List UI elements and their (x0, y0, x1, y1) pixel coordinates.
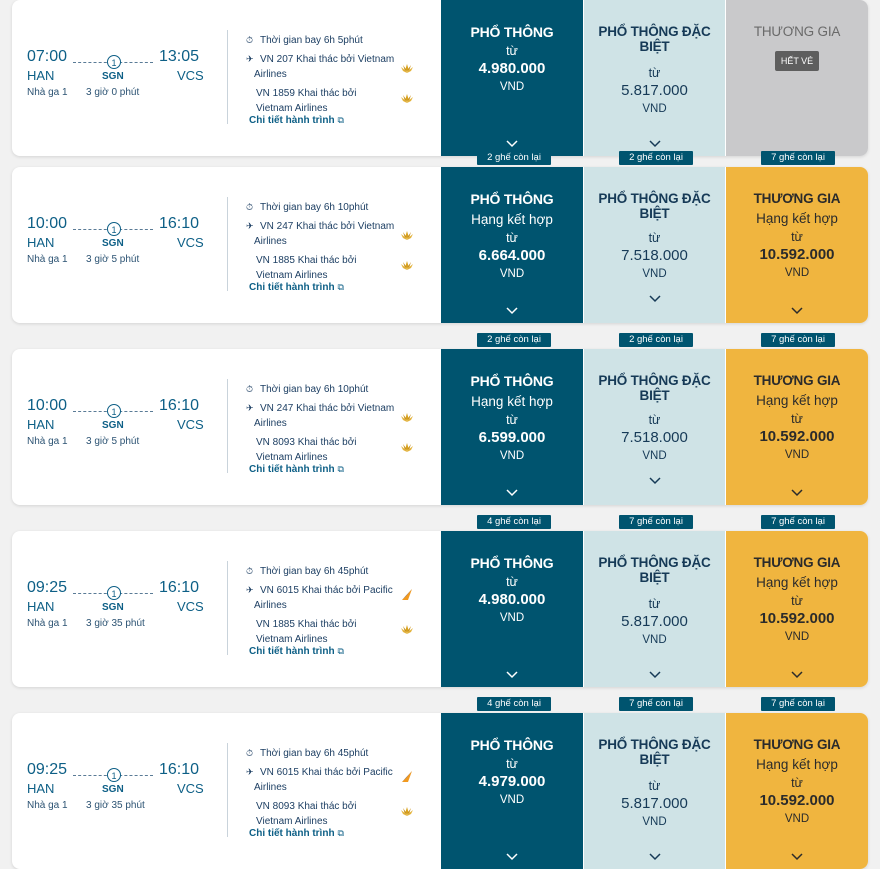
business-fare-name: THƯƠNG GIA (753, 373, 841, 388)
segment-1-line-1: VN 6015 Khai thác bởi Pacific (260, 767, 393, 778)
segment-2-line-1: VN 1885 Khai thác bởi (256, 255, 357, 266)
departure-time: 09:25 (27, 579, 68, 596)
economy-fare-name: PHỔ THÔNG (470, 555, 554, 571)
business-seats-left-badge: 7 ghế còn lại (761, 515, 835, 529)
economy-combo-label: Hạng kết hợp (471, 394, 553, 409)
premium-from-label: từ (648, 779, 661, 793)
segment-2 (256, 617, 357, 647)
premium-from-label: từ (648, 413, 661, 427)
plane-icon: ✈ (246, 403, 254, 413)
chevron-down-icon[interactable] (584, 477, 725, 485)
segment-1-line-2: Airlines (254, 782, 287, 793)
itinerary-details-text: Chi tiết hành trình (249, 828, 335, 839)
flight-card (12, 0, 868, 156)
business-fare-name: THƯƠNG GIA (753, 24, 841, 39)
premium-economy-fare[interactable] (584, 167, 725, 323)
flight-duration-text: Thời gian bay 6h 10phút (260, 202, 369, 213)
plane-icon: ✈ (246, 585, 254, 595)
economy-fare[interactable] (441, 349, 583, 505)
business-fare (726, 0, 868, 156)
stopover-airport: SGN (102, 420, 124, 431)
flight-card-body (12, 349, 868, 505)
itinerary-details-link[interactable] (249, 646, 344, 657)
premium-fare-name: PHỔ THÔNG ĐẶC BIỆT (598, 24, 711, 54)
chevron-down-icon[interactable] (584, 671, 725, 679)
economy-seats-left-badge: 2 ghế còn lại (477, 151, 551, 165)
segment-1-line-2: Airlines (254, 236, 287, 247)
terminal-label: Nhà ga 1 (27, 800, 68, 811)
plane-icon: ✈ (246, 54, 254, 64)
business-from-label: từ (791, 776, 803, 790)
flight-duration (246, 564, 368, 579)
stop-count-badge: 1 (107, 586, 121, 600)
flight-card (12, 334, 868, 505)
economy-currency: VND (499, 612, 525, 624)
flight-duration-text: Thời gian bay 6h 45phút (260, 748, 369, 759)
economy-currency: VND (499, 794, 525, 806)
flight-card-body (12, 713, 868, 869)
business-combo-label: Hạng kết hợp (756, 757, 838, 772)
flight-duration (246, 33, 363, 48)
premium-seats-left-badge: 2 ghế còn lại (619, 333, 693, 347)
economy-currency: VND (499, 268, 525, 280)
business-fare-name: THƯƠNG GIA (753, 191, 841, 206)
chevron-down-icon[interactable] (584, 140, 725, 148)
chevron-down-icon[interactable] (441, 671, 583, 679)
segment-1-line-1: VN 6015 Khai thác bởi Pacific (260, 585, 393, 596)
chevron-down-icon[interactable] (726, 853, 868, 861)
divider (227, 379, 228, 473)
itinerary-details-text: Chi tiết hành trình (249, 282, 335, 293)
chevron-down-icon[interactable] (441, 140, 583, 148)
chevron-down-icon[interactable] (584, 295, 725, 303)
business-currency: VND (784, 449, 810, 461)
segment-2-line-1: VN 8093 Khai thác bởi (256, 801, 357, 812)
business-price: 10.592.000 (759, 792, 835, 809)
terminal-label: Nhà ga 1 (27, 618, 68, 629)
arrival-time: 16:10 (159, 761, 200, 778)
segment-2-line-1: VN 1885 Khai thác bởi (256, 619, 357, 630)
stopover-duration: 3 giờ 5 phút (86, 436, 140, 447)
economy-fare[interactable] (441, 0, 583, 156)
business-fare-name: THƯƠNG GIA (753, 555, 841, 570)
premium-fare-name: PHỔ THÔNG ĐẶC BIỆT (598, 737, 711, 767)
economy-price: 4.979.000 (478, 773, 546, 790)
premium-currency: VND (642, 634, 667, 646)
stopwatch-icon: ⏱ (246, 566, 254, 576)
economy-currency: VND (499, 81, 525, 93)
economy-price: 4.980.000 (478, 591, 546, 608)
premium-currency: VND (642, 103, 667, 115)
segment-2-line-2: Vietnam Airlines (256, 634, 328, 645)
terminal-label: Nhà ga 1 (27, 87, 68, 98)
premium-from-label: từ (648, 597, 661, 611)
stop-count-badge: 1 (107, 222, 121, 236)
terminal-label: Nhà ga 1 (27, 254, 68, 265)
premium-economy-fare[interactable] (584, 531, 725, 687)
economy-price: 6.599.000 (478, 429, 546, 446)
external-link-icon: ⧉ (337, 828, 344, 838)
economy-fare[interactable] (441, 531, 583, 687)
arrival-airport: VCS (177, 68, 204, 83)
stopover-duration: 3 giờ 5 phút (86, 254, 140, 265)
lotus-icon (400, 62, 414, 76)
premium-seats-left-badge: 7 ghế còn lại (619, 515, 693, 529)
flight-card-body (12, 531, 868, 687)
plane-icon: ✈ (246, 221, 254, 231)
flight-duration (246, 746, 368, 761)
stop-count-badge: 1 (107, 768, 121, 782)
chevron-down-icon[interactable] (726, 489, 868, 497)
business-fare[interactable] (726, 531, 868, 687)
arrival-time: 13:05 (159, 48, 200, 65)
external-link-icon: ⧉ (337, 115, 344, 125)
segment-1 (246, 583, 393, 613)
premium-price: 5.817.000 (621, 82, 688, 99)
segment-1 (246, 219, 394, 249)
external-link-icon: ⧉ (337, 464, 344, 474)
itinerary-details-text: Chi tiết hành trình (249, 115, 335, 126)
stopwatch-icon: ⏱ (246, 202, 254, 212)
flight-duration (246, 382, 368, 397)
segment-1-line-2: Airlines (254, 600, 287, 611)
external-link-icon: ⧉ (337, 282, 344, 292)
economy-seats-left-badge: 2 ghế còn lại (477, 333, 551, 347)
economy-fare[interactable] (441, 167, 583, 323)
stopover-airport: SGN (102, 602, 124, 613)
premium-price: 5.817.000 (621, 613, 688, 630)
departure-airport: HAN (27, 68, 55, 83)
arrival-time: 16:10 (159, 397, 200, 414)
premium-currency: VND (642, 816, 667, 828)
arrival-time: 16:10 (159, 579, 200, 596)
business-fare[interactable] (726, 349, 868, 505)
business-combo-label: Hạng kết hợp (756, 393, 838, 408)
segment-2 (256, 86, 357, 116)
itinerary-details-text: Chi tiết hành trình (249, 464, 335, 475)
divider (227, 30, 228, 124)
economy-fare-name: PHỔ THÔNG (470, 191, 554, 207)
premium-price: 5.817.000 (621, 795, 688, 812)
segment-2 (256, 799, 357, 829)
itinerary-details-link[interactable] (249, 828, 344, 839)
premium-from-label: từ (648, 231, 661, 245)
arrival-time: 16:10 (159, 215, 200, 232)
departure-time: 09:25 (27, 761, 68, 778)
premium-economy-fare[interactable] (584, 349, 725, 505)
stopover-duration: 3 giờ 35 phút (86, 618, 145, 629)
departure-airport: HAN (27, 781, 55, 796)
divider (227, 561, 228, 655)
stopover-duration: 3 giờ 0 phút (86, 87, 140, 98)
segment-2-line-2: Vietnam Airlines (256, 103, 328, 114)
pacific-airlines-icon (400, 770, 414, 784)
flight-duration-text: Thời gian bay 6h 5phút (260, 35, 363, 46)
lotus-icon (400, 92, 414, 106)
departure-airport: HAN (27, 235, 55, 250)
economy-from-label: từ (506, 44, 518, 58)
business-from-label: từ (791, 594, 803, 608)
divider (227, 197, 228, 291)
segment-2 (256, 253, 357, 283)
premium-fare-name: PHỔ THÔNG ĐẶC BIỆT (598, 555, 711, 585)
lotus-icon (400, 623, 414, 637)
business-currency: VND (784, 631, 810, 643)
economy-seats-left-badge: 4 ghế còn lại (477, 515, 551, 529)
business-seats-left-badge: 7 ghế còn lại (761, 151, 835, 165)
chevron-down-icon[interactable] (441, 307, 583, 315)
lotus-icon (400, 411, 414, 425)
stopover-airport: SGN (102, 238, 124, 249)
stopwatch-icon: ⏱ (246, 748, 254, 758)
premium-from-label: từ (648, 66, 661, 80)
stopwatch-icon: ⏱ (246, 384, 254, 394)
business-combo-label: Hạng kết hợp (756, 575, 838, 590)
arrival-airport: VCS (177, 781, 204, 796)
lotus-icon (400, 229, 414, 243)
stopover-airport: SGN (102, 71, 124, 82)
business-fare[interactable] (726, 167, 868, 323)
flight-card (12, 698, 868, 869)
divider (227, 743, 228, 837)
business-seats-left-badge: 7 ghế còn lại (761, 333, 835, 347)
segment-2-line-1: VN 8093 Khai thác bởi (256, 437, 357, 448)
arrival-airport: VCS (177, 235, 204, 250)
premium-currency: VND (642, 268, 667, 280)
segment-1-line-2: Airlines (254, 418, 287, 429)
itinerary-details-link[interactable] (249, 464, 344, 475)
segment-1-line-1: VN 247 Khai thác bởi Vietnam (260, 403, 395, 414)
stopover-duration: 3 giờ 35 phút (86, 800, 145, 811)
economy-price: 4.980.000 (478, 60, 546, 77)
terminal-label: Nhà ga 1 (27, 436, 68, 447)
business-fare-name: THƯƠNG GIA (753, 737, 841, 752)
flight-card-body (12, 0, 868, 156)
chevron-down-icon[interactable] (441, 489, 583, 497)
business-fare[interactable] (726, 713, 868, 869)
itinerary-details-link[interactable] (249, 282, 344, 293)
itinerary-details-text: Chi tiết hành trình (249, 646, 335, 657)
flight-duration (246, 200, 368, 215)
premium-economy-fare[interactable] (584, 0, 725, 156)
business-from-label: từ (791, 230, 803, 244)
premium-currency: VND (642, 450, 667, 462)
segment-2-line-2: Vietnam Airlines (256, 452, 328, 463)
segment-1-line-2: Airlines (254, 69, 287, 80)
premium-fare-name: PHỔ THÔNG ĐẶC BIỆT (598, 191, 711, 221)
departure-airport: HAN (27, 599, 55, 614)
flight-card-body (12, 167, 868, 323)
lotus-icon (400, 805, 414, 819)
departure-airport: HAN (27, 417, 55, 432)
premium-price: 7.518.000 (621, 247, 688, 264)
stopwatch-icon: ⏱ (246, 35, 254, 45)
arrival-airport: VCS (177, 599, 204, 614)
flight-duration-text: Thời gian bay 6h 10phút (260, 384, 369, 395)
business-price: 10.592.000 (759, 610, 835, 627)
stop-count-badge: 1 (107, 55, 121, 69)
premium-economy-fare[interactable] (584, 713, 725, 869)
flight-card (12, 152, 868, 323)
business-seats-left-badge: 7 ghế còn lại (761, 697, 835, 711)
business-price: 10.592.000 (759, 246, 835, 263)
departure-time: 10:00 (27, 397, 68, 414)
stopover-airport: SGN (102, 784, 124, 795)
segment-1 (246, 52, 394, 82)
business-currency: VND (784, 267, 810, 279)
premium-seats-left-badge: 2 ghế còn lại (619, 151, 693, 165)
premium-price: 7.518.000 (621, 429, 688, 446)
departure-time: 07:00 (27, 48, 68, 65)
stop-count-badge: 1 (107, 404, 121, 418)
chevron-down-icon[interactable] (584, 853, 725, 861)
itinerary-details-link[interactable] (249, 115, 344, 126)
economy-price: 6.664.000 (478, 247, 546, 264)
segment-1-line-1: VN 247 Khai thác bởi Vietnam (260, 221, 395, 232)
economy-fare-name: PHỔ THÔNG (470, 737, 554, 753)
economy-from-label: từ (506, 413, 518, 427)
economy-fare[interactable] (441, 713, 583, 869)
pacific-airlines-icon (400, 588, 414, 602)
arrival-airport: VCS (177, 417, 204, 432)
lotus-icon (400, 259, 414, 273)
economy-from-label: từ (506, 757, 518, 771)
economy-combo-label: Hạng kết hợp (471, 212, 553, 227)
external-link-icon: ⧉ (337, 646, 344, 656)
departure-time: 10:00 (27, 215, 68, 232)
economy-currency: VND (499, 450, 525, 462)
segment-2-line-1: VN 1859 Khai thác bởi (256, 88, 357, 99)
premium-seats-left-badge: 7 ghế còn lại (619, 697, 693, 711)
flight-card (12, 516, 868, 687)
premium-fare-name: PHỔ THÔNG ĐẶC BIỆT (598, 373, 711, 403)
business-currency: VND (784, 813, 810, 825)
chevron-down-icon[interactable] (726, 671, 868, 679)
sold-out-badge: HẾT VÉ (775, 51, 819, 71)
segment-1 (246, 765, 393, 795)
economy-fare-name: PHỔ THÔNG (470, 24, 554, 40)
business-price: 10.592.000 (759, 428, 835, 445)
segment-2-line-2: Vietnam Airlines (256, 270, 328, 281)
economy-seats-left-badge: 4 ghế còn lại (477, 697, 551, 711)
lotus-icon (400, 441, 414, 455)
plane-icon: ✈ (246, 767, 254, 777)
economy-from-label: từ (506, 575, 518, 589)
flight-duration-text: Thời gian bay 6h 45phút (260, 566, 369, 577)
chevron-down-icon[interactable] (441, 853, 583, 861)
segment-1-line-1: VN 207 Khai thác bởi Vietnam (260, 54, 395, 65)
business-combo-label: Hạng kết hợp (756, 211, 838, 226)
business-from-label: từ (791, 412, 803, 426)
economy-from-label: từ (506, 231, 518, 245)
economy-fare-name: PHỔ THÔNG (470, 373, 554, 389)
segment-2-line-2: Vietnam Airlines (256, 816, 328, 827)
segment-1 (246, 401, 394, 431)
segment-2 (256, 435, 357, 465)
chevron-down-icon[interactable] (726, 307, 868, 315)
